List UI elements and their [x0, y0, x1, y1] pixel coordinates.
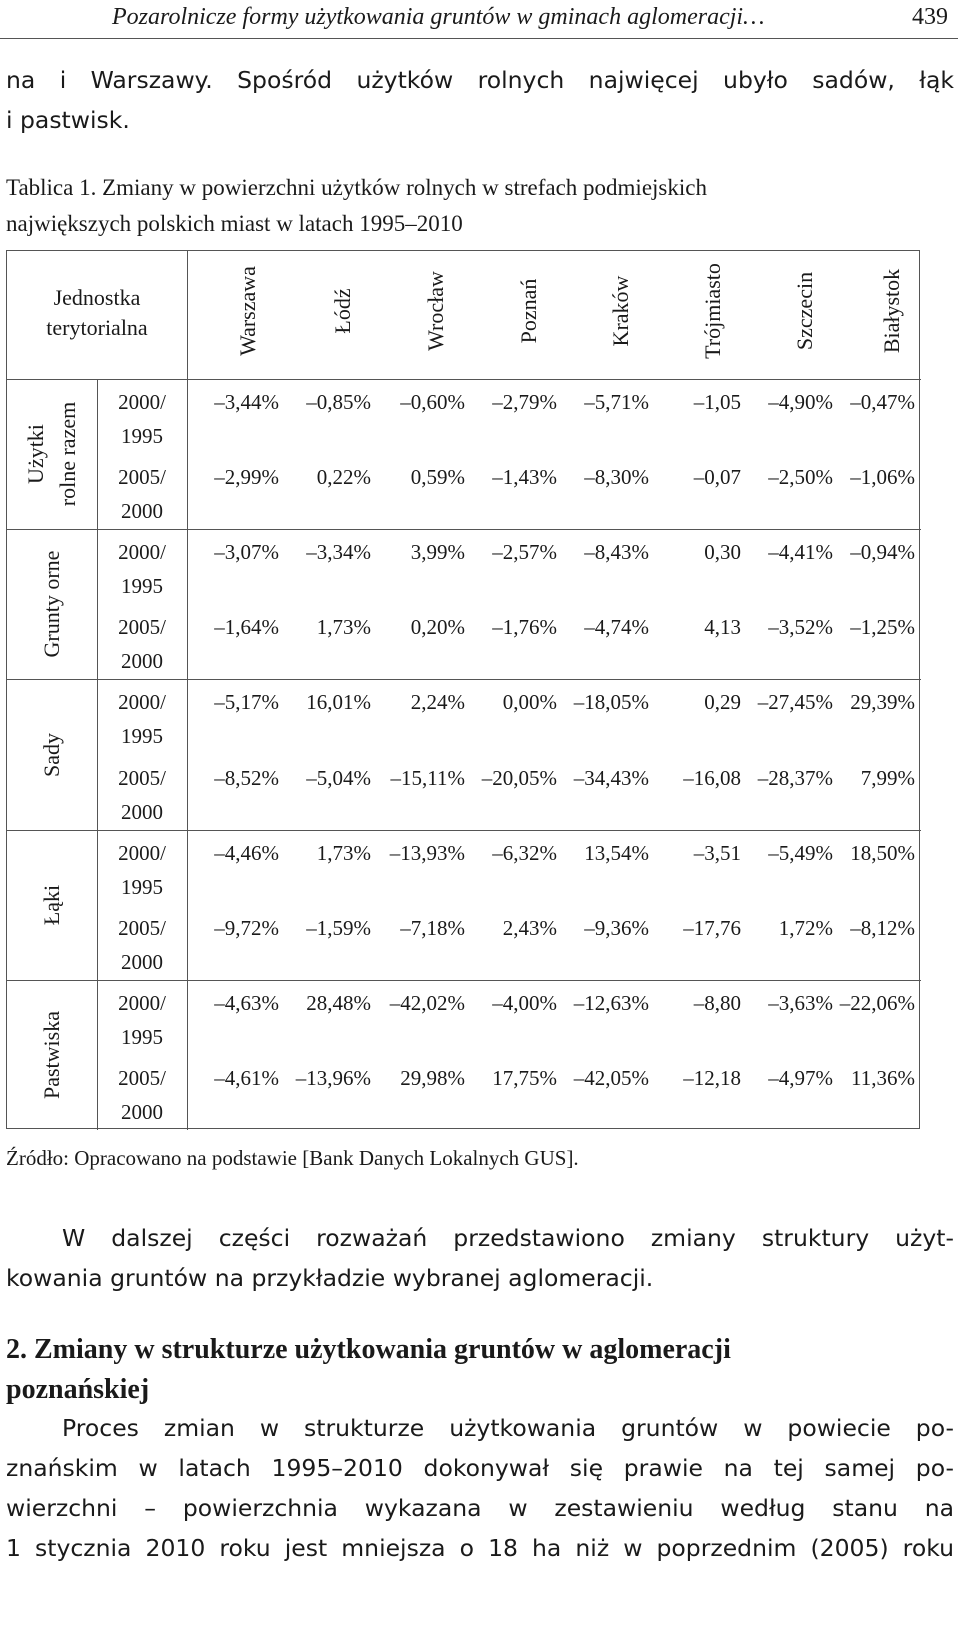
table-cell-value: –2,79%	[492, 390, 557, 414]
table-cell-value: –0,94%	[850, 540, 915, 565]
row-period	[106, 911, 178, 979]
table-cell-value: –4,97%	[768, 1065, 833, 1090]
table-cell-value: –8,30%	[584, 465, 649, 490]
row-period-line: 2000	[121, 799, 163, 824]
table-cell-value: –1,05	[693, 390, 741, 414]
table-cell-value: –8,12%	[850, 915, 915, 940]
row-period-line: 2000/	[118, 390, 166, 414]
table-cell-value: –0,60%	[400, 390, 465, 414]
row-period-line: 2000/	[118, 840, 166, 865]
paragraph-3-line-3: wierzchni – powierzchnia wykazana w zestawieniu według stanu na	[6, 1494, 954, 1522]
intro-paragraph	[6, 60, 954, 140]
section-heading	[6, 1330, 954, 1410]
group-column-rule	[97, 379, 98, 1130]
table-cell-value: –27,45%	[757, 690, 833, 715]
table-cell-value: –3,63%	[768, 990, 833, 1015]
table-cell-value: –3,51	[693, 840, 741, 865]
row-period-line: 2005/	[118, 765, 166, 790]
row-group-label	[20, 385, 84, 523]
row-period-line: 2000	[121, 949, 163, 974]
table-cell-value: 0,29	[704, 690, 741, 715]
row-group-label	[36, 836, 68, 974]
row-period	[106, 385, 178, 453]
row-group-label-line: Sady	[39, 732, 64, 777]
table-cell-value: –3,44%	[214, 390, 279, 414]
row-group-label-line: rolne razem	[55, 401, 80, 507]
row-group-label-line: Pastwiska	[39, 1010, 64, 1099]
row-period	[106, 836, 178, 904]
table-cell-value: –6,32%	[492, 840, 557, 865]
table-cell-value: –5,04%	[306, 765, 371, 790]
paragraph-3-line-1: Proces zmian w strukturze użytkowania gruntów w powiecie po-	[62, 1414, 954, 1442]
unit-header-line: terytorialna	[46, 315, 148, 340]
table-cell-value: –2,99%	[214, 465, 279, 490]
table-cell-value: 17,75%	[492, 1065, 557, 1090]
table-cell-value: –1,59%	[306, 915, 371, 940]
table-cell-value: –4,61%	[214, 1065, 279, 1090]
running-title: Pozarolnicze formy użytkowania gruntów w gminach aglomeracji…	[112, 4, 765, 30]
table-source: Źródło: Opracowano na podstawie [Bank Danych Lokalnych GUS].	[6, 1146, 579, 1170]
table-cell-value: –2,50%	[768, 465, 833, 490]
unit-header	[7, 283, 187, 343]
row-period-line: 2000/	[118, 540, 166, 565]
row-period	[106, 460, 178, 528]
group-rule	[7, 830, 921, 831]
table-cell-value: 3,99%	[410, 540, 465, 565]
table-cell-value: 7,99%	[860, 765, 915, 790]
row-group-label	[36, 685, 68, 823]
column-header-city: Poznań	[516, 278, 541, 344]
column-header-city: Łódź	[330, 288, 355, 334]
row-group-label-line: Użytki	[23, 424, 48, 485]
table-cell-value: 28,48%	[306, 990, 371, 1015]
row-period	[106, 610, 178, 678]
table-header-rule	[7, 379, 921, 380]
table-cell-value: –4,00%	[492, 990, 557, 1015]
row-period-line: 2000/	[118, 990, 166, 1015]
table-cell-value: –5,49%	[768, 840, 833, 865]
table-cell-value: –8,43%	[584, 540, 649, 565]
table-cell-value: –5,17%	[214, 690, 279, 715]
table-cell-value: –34,43%	[573, 765, 649, 790]
table-cell-value: 13,54%	[584, 840, 649, 865]
row-period-line: 2000	[121, 499, 163, 524]
table-cell-value: –0,85%	[306, 390, 371, 414]
row-period-line: 2005/	[118, 1065, 166, 1090]
row-period-line: 2005/	[118, 465, 166, 490]
group-rule	[7, 679, 921, 680]
table-cell-value: –4,41%	[768, 540, 833, 565]
row-period-line: 2005/	[118, 615, 166, 640]
table-cell-value: –42,02%	[389, 990, 465, 1015]
table-cell-value: –3,07%	[214, 540, 279, 565]
paragraph-3	[6, 1408, 954, 1568]
table-cell-value: –9,72%	[214, 915, 279, 940]
table-cell-value: 2,24%	[410, 690, 465, 715]
row-period-line: 1995	[121, 574, 163, 599]
table-cell-value: –0,47%	[850, 390, 915, 414]
page-number: 439	[912, 4, 948, 30]
table-cell-value: 1,73%	[316, 615, 371, 640]
row-period-line: 1995	[121, 874, 163, 899]
row-period	[106, 986, 178, 1054]
paragraph-2-line-1: W dalszej części rozważań przedstawiono zmiany struktury użyt-	[62, 1224, 954, 1252]
row-period	[106, 535, 178, 603]
row-group-label	[36, 986, 68, 1124]
table-cell-value: –28,37%	[757, 765, 833, 790]
caption-line-2: największych polskich miast w latach 1995–2010	[6, 211, 463, 236]
table-cell-value: –0,07	[693, 465, 741, 490]
row-period-line: 1995	[121, 724, 163, 749]
table-cell-value: 2,43%	[502, 915, 557, 940]
table-cell-value: –1,43%	[492, 465, 557, 490]
table-cell-value: –17,76	[683, 915, 741, 940]
table-cell-value: 0,20%	[410, 615, 465, 640]
group-rule	[7, 980, 921, 981]
column-header-city: Białystok	[879, 268, 904, 354]
table-cell-value: –12,18	[683, 1065, 741, 1090]
table-cell-value: 1,72%	[778, 915, 833, 940]
table-cell-value: –1,64%	[214, 615, 279, 640]
row-period	[106, 1061, 178, 1129]
table-cell-value: 29,98%	[400, 1065, 465, 1090]
table-cell-value: –4,63%	[214, 990, 279, 1015]
table-cell-value: –4,90%	[768, 390, 833, 414]
row-period-line: 1995	[121, 424, 163, 448]
table-cell-value: 4,13	[704, 615, 741, 640]
paragraph-3-line-2: znańskim w latach 1995–2010 dokonywał się prawie na tej samej po-	[6, 1454, 954, 1482]
table-cell-value: –16,08	[683, 765, 741, 790]
table-cell-value: 1,73%	[316, 840, 371, 865]
column-header-city: Warszawa	[235, 266, 260, 356]
unit-header-line: Jednostka	[53, 285, 141, 310]
table-cell-value: –1,25%	[850, 615, 915, 640]
section-heading-line-1: 2. Zmiany w strukturze użytkowania gruntów w aglomeracji	[6, 1334, 731, 1365]
table-cell-value: –3,52%	[768, 615, 833, 640]
row-period-line: 2005/	[118, 915, 166, 940]
table-cell-value: –2,57%	[492, 540, 557, 565]
table-cell-value: 29,39%	[850, 690, 915, 715]
table-cell-value: –8,80	[693, 990, 741, 1015]
table-cell-value: –13,96%	[295, 1065, 371, 1090]
table-cell-value: –1,76%	[492, 615, 557, 640]
table-cell-value: –42,05%	[573, 1065, 649, 1090]
table-cell-value: –15,11%	[390, 765, 465, 790]
table-cell-value: 0,59%	[410, 465, 465, 490]
row-group-label	[36, 535, 68, 673]
intro-line-1: na i Warszawy. Spośród użytków rolnych najwięcej ubyło sadów, łąk	[6, 66, 954, 94]
table-cell-value: –18,05%	[573, 690, 649, 715]
table-cell-value: –12,63%	[573, 990, 649, 1015]
caption-line-1: Tablica 1. Zmiany w powierzchni użytków rolnych w strefach podmiejskich	[6, 175, 707, 200]
table-cell-value: –5,71%	[584, 390, 649, 414]
table-cell-value: 18,50%	[850, 840, 915, 865]
column-header-city: Trójmiasto	[700, 263, 725, 359]
row-group-label-line: Grunty orne	[39, 550, 64, 658]
running-header	[0, 0, 958, 39]
table-cell-value: –4,46%	[214, 840, 279, 865]
group-rule	[7, 529, 921, 530]
row-period	[106, 761, 178, 829]
intro-line-2: i pastwisk.	[6, 106, 130, 134]
table-cell-value: –8,52%	[214, 765, 279, 790]
column-header-city: Szczecin	[792, 271, 817, 351]
table-cell-value: 0,30	[704, 540, 741, 565]
row-period	[106, 685, 178, 753]
row-period-line: 2000	[121, 1099, 163, 1124]
row-period-line: 2000/	[118, 690, 166, 715]
table-cell-value: –1,06%	[850, 465, 915, 490]
table-cell-value: –9,36%	[584, 915, 649, 940]
table-cell-value: –7,18%	[400, 915, 465, 940]
row-group-label-line: Łąki	[39, 884, 64, 925]
table-cell-value: –20,05%	[481, 765, 557, 790]
paragraph-2	[6, 1218, 954, 1298]
paragraph-2-line-2: kowania gruntów na przykładzie wybranej aglomeracji.	[6, 1264, 654, 1292]
column-header-city: Kraków	[608, 275, 633, 347]
section-heading-line-2: poznańskiej	[6, 1374, 150, 1405]
table-cell-value: 16,01%	[306, 690, 371, 715]
table-cell-value: 11,36%	[851, 1065, 915, 1090]
row-period-line: 2000	[121, 649, 163, 674]
column-header-city: Wrocław	[423, 271, 448, 351]
paragraph-3-line-4: 1 stycznia 2010 roku jest mniejsza o 18 ha niż w poprzednim (2005) roku	[6, 1534, 954, 1562]
table-cell-value: –4,74%	[584, 615, 649, 640]
row-period-line: 1995	[121, 1024, 163, 1049]
land-use-change-table	[6, 250, 920, 1129]
table-caption	[6, 170, 954, 242]
table-cell-value: 0,22%	[316, 465, 371, 490]
table-cell-value: –22,06%	[839, 990, 915, 1015]
table-cell-value: –13,93%	[389, 840, 465, 865]
table-cell-value: 0,00%	[502, 690, 557, 715]
table-cell-value: –3,34%	[306, 540, 371, 565]
